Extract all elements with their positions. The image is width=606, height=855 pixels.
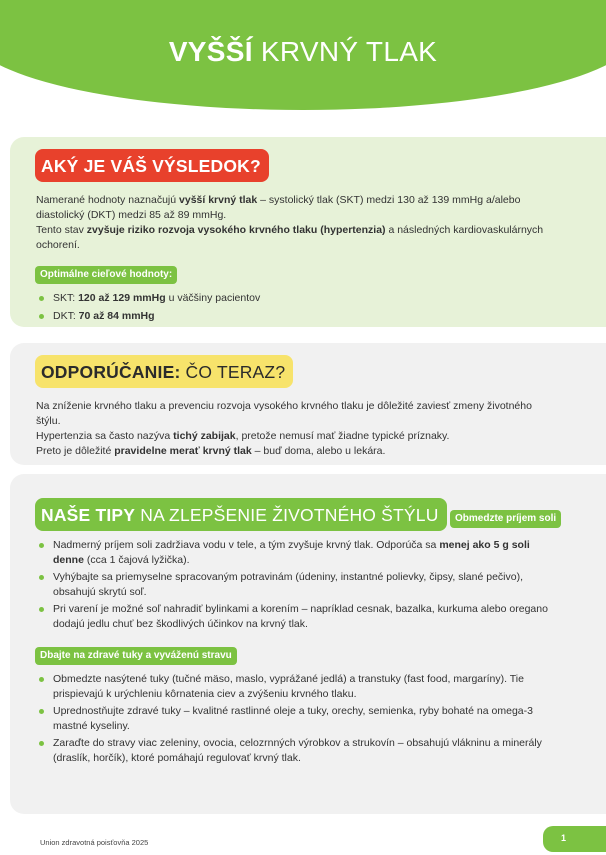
list-item: Obmedzte nasýtené tuky (tučné mäso, maslo, vyprážané jedlá) a transtuky (fast food, margaríny). Tie prispievajú k urýchleniu kôrnatenia ciev a zvýšeniu krvného tlaku. <box>36 672 561 702</box>
fats-tips-list <box>36 672 561 766</box>
tips-card <box>10 474 606 814</box>
list-item: SKT: 120 až 129 mmHg u väčšiny pacientov <box>36 291 604 306</box>
page-title-rest: KRVNÝ TLAK <box>252 36 438 67</box>
result-heading: AKÝ JE VÁŠ VÝSLEDOK? <box>35 149 269 182</box>
list-item: Nadmerný príjem soli zadržiava vodu v tele, a tým zvyšuje krvný tlak. Odporúča sa menej ako 5 g soli denne (cca 1 čajová lyžička). <box>36 538 561 568</box>
page-title-bold: VYŠŠÍ <box>168 36 253 67</box>
result-paragraph: Namerané hodnoty naznačujú vyšší krvný tlak – systolický tlak (SKT) medzi 130 až 139 mmHg a/alebo diastolický (DKT) medzi 85 až 89 mmHg. Tento stav zvyšuje riziko rozvoja vysokého krvného tlaku (hypertenzia) a následných kardiovaskulárnych ochorení. <box>36 194 544 251</box>
page-number: 1 <box>561 833 567 843</box>
tips-heading: NAŠE TIPY NA ZLEPŠENIE ŽIVOTNÉHO ŠTÝLU <box>35 498 447 531</box>
list-item: Pri varení je možné soľ nahradiť bylinkami a korením – napríklad cesnak, bazalka, kurkuma alebo oregano dodajú jedlu chuť bez škodlivých účinkov na krvný tlak. <box>36 602 561 632</box>
target-values-label: Optimálne cieľové hodnoty: <box>35 266 177 284</box>
list-item: Vyhýbajte sa priemyselne spracovaným potravinám (údeniny, instantné polievky, čipsy, slané pečivo), obsahujú skrytú soľ. <box>36 570 561 600</box>
recommendation-paragraph: Na zníženie krvného tlaku a prevenciu rozvoja vysokého krvného tlaku je dôležité zaviesť zmeny životného štýlu. Hypertenzia sa často nazýva tichý zabijak, pretože nemusí mať žiadne typické príznaky. Preto je dôležité pravidelne merať krvný tlak – buď doma, alebo u lekára. <box>36 400 532 457</box>
page-title <box>0 36 606 68</box>
list-item: DKT: 70 až 84 mmHg <box>36 309 604 324</box>
page-number-tab <box>543 826 606 852</box>
footer-company: Union zdravotná poisťovňa 2025 <box>40 838 149 847</box>
list-item: Uprednostňujte zdravé tuky – kvalitné rastlinné oleje a tuky, orechy, semienka, ryby bohaté na omega-3 mastné kyseliny. <box>36 704 561 734</box>
recommendation-heading: ODPORÚČANIE: ČO TERAZ? <box>35 355 293 388</box>
list-item: Zaraďte do stravy viac zeleniny, ovocia, celozrnných výrobkov a strukovín – obsahujú vlákninu a minerály (draslík, horčík), ktoré pomáhajú regulovať krvný tlak. <box>36 736 561 766</box>
target-values-list <box>36 291 604 324</box>
recommendation-card <box>10 343 606 465</box>
salt-section-label: Obmedzte príjem soli <box>450 510 561 528</box>
salt-tips-list <box>36 538 561 632</box>
fats-section-label: Dbajte na zdravé tuky a vyváženú stravu <box>35 647 237 665</box>
result-card <box>10 137 606 327</box>
